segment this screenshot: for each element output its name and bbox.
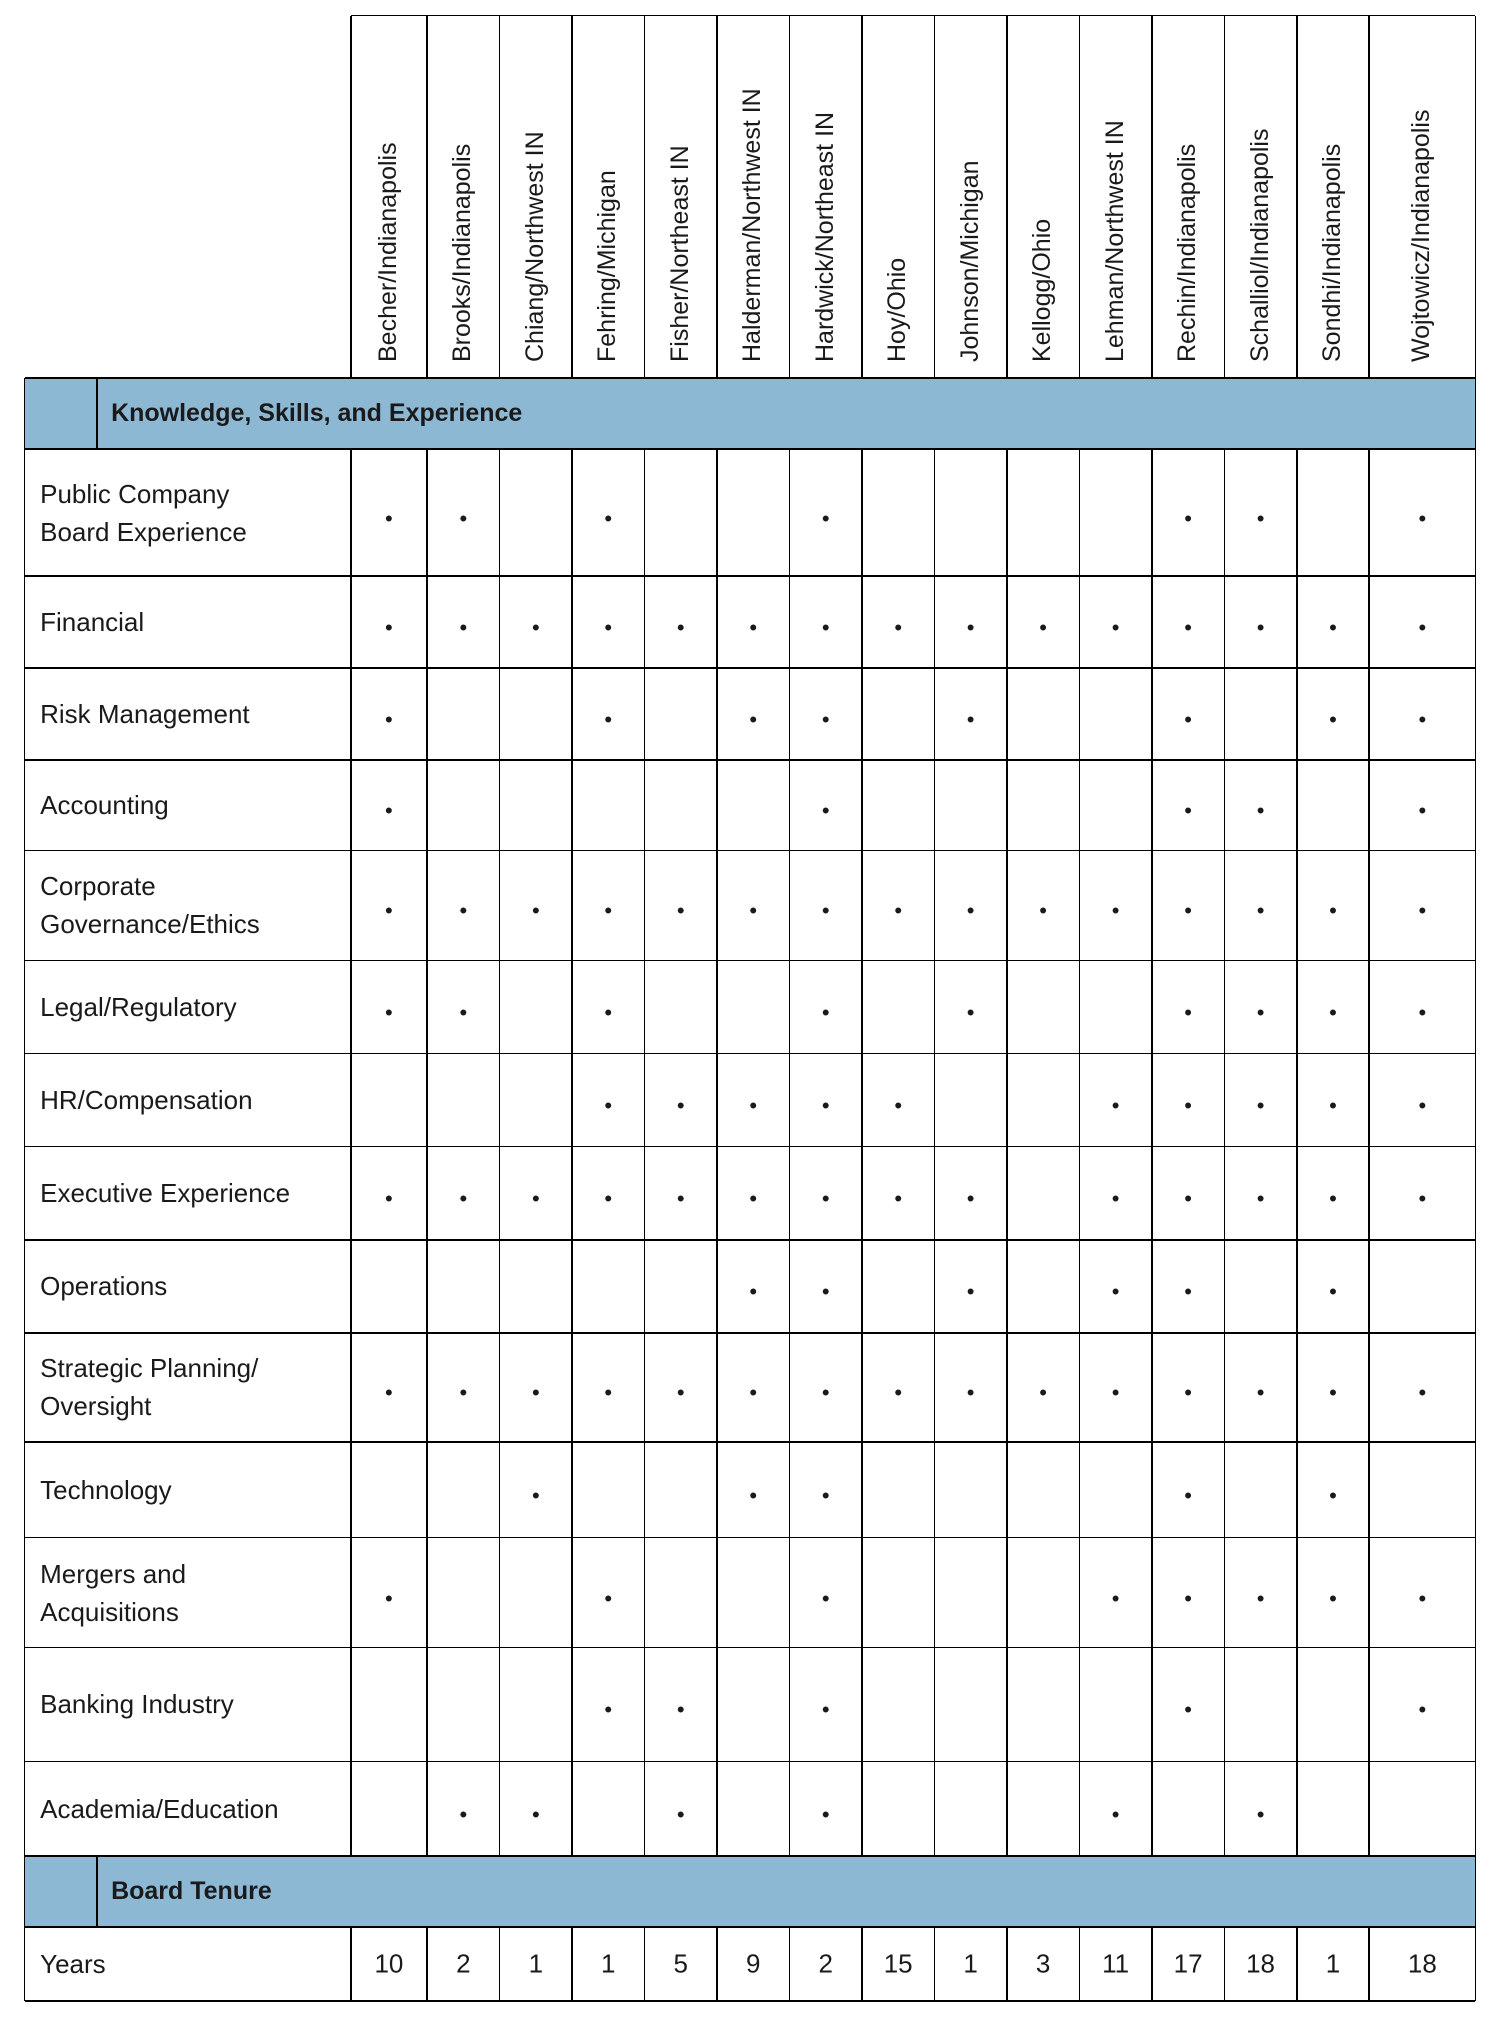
skill-mark: •	[749, 1186, 758, 1212]
grid-line-h	[25, 1441, 1476, 1443]
tenure-years-value: 11	[1102, 1948, 1130, 1979]
grid-line-v	[644, 449, 646, 1856]
grid-line-v	[1224, 16, 1226, 378]
skill-label: Technology	[40, 1474, 172, 1505]
tenure-years-value: 15	[883, 1948, 913, 1979]
skill-mark: •	[676, 1093, 685, 1119]
grid-line-v	[499, 1927, 501, 2001]
grid-line-h	[25, 1926, 1476, 1928]
skill-mark: •	[1256, 1380, 1265, 1406]
grid-line-v	[499, 449, 501, 1856]
director-column-header: Chiang/Northwest IN	[520, 131, 549, 362]
skill-mark: •	[531, 1186, 540, 1212]
grid-line-h	[25, 377, 1476, 379]
tenure-years-value: 2	[456, 1948, 471, 1979]
skill-mark: •	[1184, 1186, 1192, 1212]
grid-line-v	[96, 378, 98, 449]
skill-mark: •	[966, 999, 975, 1025]
grid-line-v	[24, 378, 26, 2001]
skill-mark: •	[1184, 1482, 1192, 1508]
grid-line-v	[861, 16, 863, 378]
skill-mark: •	[1329, 1186, 1337, 1212]
grid-line-v	[1368, 16, 1370, 378]
grid-line-v	[426, 449, 428, 1856]
skill-mark: •	[1184, 999, 1192, 1025]
skill-mark: •	[1329, 614, 1337, 640]
director-column-header: Rechin/Indianapolis	[1173, 143, 1202, 362]
grid-line-v	[934, 16, 936, 378]
grid-line-h	[25, 2000, 1476, 2002]
skill-mark: •	[1418, 614, 1427, 640]
grid-line-v	[861, 449, 863, 1856]
skill-mark: •	[1184, 1585, 1192, 1611]
grid-line-v	[789, 1927, 791, 2001]
grid-line-h	[25, 575, 1476, 577]
skill-mark: •	[1418, 798, 1427, 823]
skill-mark: •	[1418, 1585, 1427, 1611]
skill-mark: •	[821, 1380, 830, 1406]
skill-label: Public Company Board Experience	[40, 478, 247, 547]
tenure-years-value: 1	[1325, 1948, 1341, 1979]
grid-line-h	[25, 1855, 1476, 1857]
tenure-years-value: 10	[374, 1948, 404, 1979]
grid-line-v	[934, 449, 936, 1856]
grid-line-v	[716, 1927, 718, 2001]
skill-mark: •	[531, 898, 540, 924]
skill-mark: •	[385, 999, 393, 1025]
skill-mark: •	[1039, 898, 1047, 924]
skill-mark: •	[1329, 1585, 1337, 1611]
grid-line-v	[1368, 1927, 1370, 2001]
skill-mark: •	[1184, 505, 1192, 531]
skill-mark: •	[385, 1585, 393, 1611]
skill-mark: •	[821, 1697, 830, 1723]
skill-label: HR/Compensation	[40, 1085, 253, 1116]
skill-mark: •	[821, 1279, 830, 1305]
skill-mark: •	[894, 1093, 903, 1119]
grid-line-h	[25, 448, 1476, 450]
skill-mark: •	[459, 614, 468, 640]
skill-mark: •	[676, 1186, 685, 1212]
grid-line-v	[350, 1927, 352, 2001]
grid-line-v	[1151, 1927, 1153, 2001]
skill-mark: •	[821, 898, 830, 924]
director-column-header: Johnson/Michigan	[955, 160, 984, 362]
grid-line-v	[350, 449, 352, 1856]
skill-mark: •	[894, 898, 903, 924]
skill-mark: •	[1111, 898, 1120, 924]
grid-line-h	[25, 1761, 1476, 1763]
director-column-header: Lehman/Northwest IN	[1100, 120, 1129, 362]
grid-line-h	[25, 759, 1476, 761]
director-column-header: Fisher/Northeast IN	[665, 145, 694, 362]
grid-line-v	[1151, 449, 1153, 1856]
skill-mark: •	[1111, 1585, 1120, 1611]
grid-line-v	[1006, 16, 1008, 378]
grid-line-v	[861, 1927, 863, 2001]
director-column-header: Hardwick/Northeast IN	[810, 111, 839, 362]
skill-mark: •	[1418, 706, 1427, 732]
skill-mark: •	[1111, 1801, 1120, 1827]
grid-line-v	[789, 16, 791, 378]
skill-mark: •	[749, 706, 758, 732]
skill-mark: •	[1256, 1186, 1265, 1212]
skill-mark: •	[966, 1186, 975, 1212]
skill-mark: •	[385, 1380, 393, 1406]
director-column-header: Sondhi/Indianapolis	[1318, 143, 1347, 362]
skill-mark: •	[1184, 898, 1192, 924]
skill-mark: •	[1256, 614, 1265, 640]
skill-mark: •	[749, 898, 758, 924]
skill-label: Executive Experience	[40, 1178, 291, 1209]
skill-mark: •	[459, 1801, 468, 1827]
skill-mark: •	[676, 1380, 685, 1406]
skills-section-title: Knowledge, Skills, and Experience	[111, 398, 523, 427]
tenure-years-value: 5	[673, 1948, 688, 1979]
tenure-years-label: Years	[40, 1948, 106, 1979]
skill-mark: •	[821, 1801, 830, 1827]
skill-mark: •	[1418, 1093, 1427, 1119]
tenure-years-value: 18	[1246, 1948, 1276, 1979]
skill-mark: •	[1256, 999, 1265, 1025]
skill-mark: •	[821, 1093, 830, 1119]
grid-line-v	[1296, 16, 1298, 378]
director-column-header: Schalliol/Indianapolis	[1245, 128, 1274, 362]
skill-mark: •	[1256, 798, 1265, 823]
tenure-section-title: Board Tenure	[111, 1876, 272, 1905]
skill-mark: •	[1418, 999, 1427, 1025]
skill-mark: •	[676, 898, 685, 924]
skill-mark: •	[459, 898, 468, 924]
skill-label: Academia/Education	[40, 1793, 279, 1824]
director-column-header: Hoy/Ohio	[883, 257, 912, 362]
grid-line-v	[1475, 16, 1477, 378]
grid-line-v	[1475, 378, 1477, 2001]
grid-line-v	[1006, 1927, 1008, 2001]
skill-label: Financial	[40, 606, 145, 637]
grid-line-h	[25, 960, 1476, 962]
skill-mark: •	[1329, 1482, 1337, 1508]
skill-mark: •	[676, 1697, 685, 1723]
skill-mark: •	[1329, 999, 1337, 1025]
grid-line-v	[644, 16, 646, 378]
skill-mark: •	[1184, 706, 1192, 732]
skill-mark: •	[604, 1093, 613, 1119]
grid-line-v	[716, 449, 718, 1856]
skill-mark: •	[1329, 1279, 1337, 1305]
grid-line-v	[499, 16, 501, 378]
skill-mark: •	[1111, 614, 1120, 640]
skill-label: Corporate Governance/Ethics	[40, 871, 260, 940]
skill-mark: •	[821, 614, 830, 640]
skill-mark: •	[385, 898, 393, 924]
grid-line-h	[25, 1647, 1476, 1649]
grid-line-v	[716, 16, 718, 378]
skill-mark: •	[459, 505, 468, 531]
tenure-years-value: 17	[1173, 1948, 1203, 1979]
grid-line-v	[1296, 449, 1298, 1856]
skill-mark: •	[604, 706, 613, 732]
skill-mark: •	[966, 1279, 975, 1305]
skill-mark: •	[749, 1279, 758, 1305]
director-column-header: Kellogg/Ohio	[1028, 218, 1057, 362]
skill-mark: •	[1184, 798, 1192, 823]
grid-line-h	[25, 1332, 1476, 1334]
grid-line-v	[1224, 449, 1226, 1856]
grid-line-v	[1224, 1927, 1226, 2001]
grid-line-h	[351, 15, 1476, 17]
director-column-header: Becher/Indianapolis	[373, 142, 402, 362]
grid-line-h	[25, 1053, 1476, 1055]
skill-mark: •	[385, 1186, 393, 1212]
skill-mark: •	[894, 1186, 903, 1212]
tenure-years-value: 3	[1035, 1948, 1051, 1979]
skill-mark: •	[1039, 614, 1047, 640]
grid-line-v	[1079, 449, 1081, 1856]
grid-line-v	[1151, 16, 1153, 378]
skill-mark: •	[749, 1380, 758, 1406]
skill-mark: •	[1039, 1380, 1047, 1406]
skill-mark: •	[749, 1093, 758, 1119]
tenure-years-value: 9	[746, 1948, 761, 1979]
skill-mark: •	[966, 614, 975, 640]
skill-mark: •	[604, 505, 613, 531]
skill-mark: •	[1111, 1380, 1120, 1406]
skill-mark: •	[604, 898, 613, 924]
skill-mark: •	[1184, 1380, 1192, 1406]
skill-mark: •	[531, 614, 540, 640]
skill-mark: •	[1184, 614, 1192, 640]
skill-mark: •	[1256, 1093, 1265, 1119]
skill-mark: •	[531, 1482, 540, 1508]
skill-label: Mergers and Acquisitions	[40, 1558, 187, 1627]
grid-line-v	[934, 1927, 936, 2001]
skill-mark: •	[821, 505, 830, 531]
skill-mark: •	[604, 999, 613, 1025]
skill-mark: •	[1111, 1186, 1120, 1212]
grid-line-v	[1079, 1927, 1081, 2001]
tenure-years-value: 2	[818, 1948, 833, 1979]
skill-label: Strategic Planning/ Oversight	[40, 1353, 259, 1422]
skill-mark: •	[821, 706, 830, 732]
skill-mark: •	[1184, 1697, 1192, 1723]
skill-mark: •	[1184, 1279, 1192, 1305]
skill-mark: •	[531, 1380, 540, 1406]
director-column-header: Brooks/Indianapolis	[448, 143, 477, 362]
skill-mark: •	[1329, 898, 1337, 924]
grid-line-v	[789, 449, 791, 1856]
skill-mark: •	[385, 505, 393, 531]
grid-line-h	[25, 850, 1476, 852]
skill-mark: •	[821, 798, 830, 823]
skill-mark: •	[821, 1585, 830, 1611]
skill-mark: •	[966, 706, 975, 732]
skill-mark: •	[894, 614, 903, 640]
skill-mark: •	[459, 1186, 468, 1212]
skill-mark: •	[459, 999, 468, 1025]
skill-mark: •	[966, 1380, 975, 1406]
skill-mark: •	[894, 1380, 903, 1406]
skill-label: Operations	[40, 1271, 168, 1302]
grid-line-h	[25, 1146, 1476, 1148]
skill-mark: •	[1418, 1380, 1427, 1406]
grid-line-v	[1296, 1927, 1298, 2001]
grid-line-v	[1006, 449, 1008, 1856]
tenure-years-value: 1	[601, 1948, 616, 1979]
grid-line-v	[1368, 449, 1370, 1856]
skill-mark: •	[604, 1697, 613, 1723]
grid-line-v	[426, 16, 428, 378]
skill-mark: •	[604, 1186, 613, 1212]
skill-label: Risk Management	[40, 698, 250, 729]
skill-mark: •	[459, 1380, 468, 1406]
grid-line-v	[96, 1856, 98, 1927]
skill-mark: •	[676, 614, 685, 640]
skill-mark: •	[1256, 898, 1265, 924]
grid-line-v	[571, 1927, 573, 2001]
skill-mark: •	[385, 798, 393, 823]
director-column-header: Halderman/Northwest IN	[738, 88, 767, 362]
skill-mark: •	[1256, 1585, 1265, 1611]
skill-mark: •	[1111, 1093, 1120, 1119]
skill-mark: •	[749, 1482, 758, 1508]
skill-mark: •	[676, 1801, 685, 1827]
skill-mark: •	[1418, 898, 1427, 924]
grid-line-v	[426, 1927, 428, 2001]
skill-mark: •	[604, 1380, 613, 1406]
grid-line-h	[25, 1537, 1476, 1539]
grid-line-h	[25, 667, 1476, 669]
grid-line-h	[25, 1239, 1476, 1241]
skill-mark: •	[821, 1482, 830, 1508]
tenure-years-value: 18	[1407, 1948, 1437, 1979]
tenure-years-value: 1	[963, 1948, 978, 1979]
skill-mark: •	[821, 999, 830, 1025]
skill-mark: •	[1256, 1801, 1265, 1827]
skill-mark: •	[1111, 1279, 1120, 1305]
skill-mark: •	[1329, 1380, 1337, 1406]
skill-mark: •	[1329, 706, 1337, 732]
skill-mark: •	[385, 614, 393, 640]
skill-label: Banking Industry	[40, 1689, 234, 1720]
skill-mark: •	[604, 614, 613, 640]
skill-label: Legal/Regulatory	[40, 991, 237, 1022]
skill-mark: •	[1256, 505, 1265, 531]
skill-mark: •	[1184, 1093, 1192, 1119]
director-column-header: Fehring/Michigan	[593, 170, 622, 362]
skill-mark: •	[1418, 1697, 1427, 1723]
grid-line-v	[571, 16, 573, 378]
tenure-years-value: 1	[528, 1948, 544, 1979]
grid-line-v	[350, 16, 352, 378]
grid-line-v	[644, 1927, 646, 2001]
grid-line-v	[1079, 16, 1081, 378]
grid-line-v	[571, 449, 573, 1856]
director-column-header: Wojtowicz/Indianapolis	[1407, 109, 1436, 362]
skill-mark: •	[966, 898, 975, 924]
skill-mark: •	[821, 1186, 830, 1212]
skill-label: Accounting	[40, 790, 169, 820]
skill-mark: •	[1329, 1093, 1337, 1119]
skill-mark: •	[749, 614, 758, 640]
skill-mark: •	[604, 1585, 613, 1611]
skill-mark: •	[1418, 505, 1427, 531]
skill-mark: •	[1418, 1186, 1427, 1212]
skill-mark: •	[385, 706, 393, 732]
skill-mark: •	[531, 1801, 540, 1827]
